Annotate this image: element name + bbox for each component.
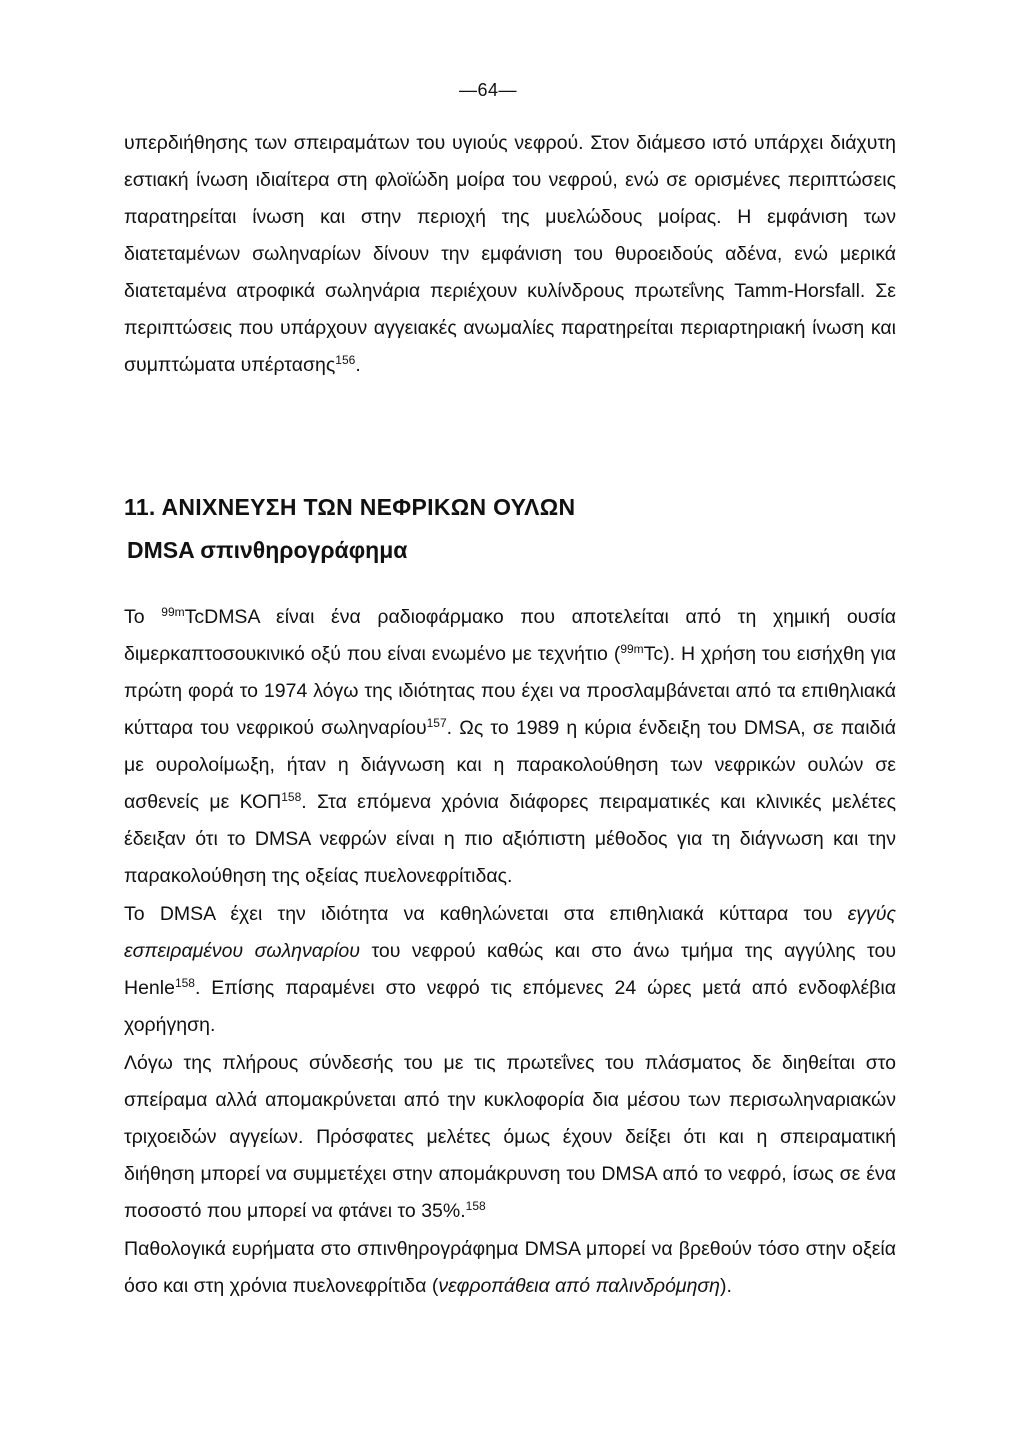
intro-end: .	[355, 354, 361, 376]
section-heading: 11. ΑΝΙΧΝΕΥΣΗ ΤΩΝ ΝΕΦΡΙΚΩΝ ΟΥΛΩΝ	[124, 494, 576, 520]
intro-text: υπερδιήθησης των σπειραμάτων του υγιούς νεφρού. Στον διάμεσο ιστό υπάρχει διάχυτη εστιακή ίνωση ιδιαίτερα στη φλοϊώδη μοίρα του νεφρού, ενώ σε ορισμένες περιπτώσεις παρατηρείται ίνωση και στην περιοχή της μυελώδους μοίρας. Η εμφάνιση των διατεταμένων σωληναρίων δίνουν την εμφάνιση του θυροειδούς αδένα, ενώ μερικά διατεταμένα ατροφικά σωληνάρια περιέχουν κυλίνδρους πρωτεΐνης Tamm-Horsfall. Σε περιπτώσεις που υπάρχουν αγγειακές ανωμαλίες παρατηρείται περιαρτηριακή ίνωση και συμπτώματα υπέρτασης	[124, 132, 896, 376]
footnote-ref: 156	[335, 353, 356, 367]
intro-paragraph	[124, 125, 896, 384]
page-number-text: —64—	[458, 80, 518, 100]
isotope-superscript: 99m	[620, 642, 644, 656]
footnote-ref: 158	[281, 790, 302, 804]
para1-text-c: Tc). Η χρήση του εισήχθη για πρώτη φορά το 1974 λόγω της ιδιότητας που έχει να προσλαμβάνεται από τα επιθηλιακά κύτταρα του νεφρικού σωληναρίου	[124, 643, 896, 739]
para1-text-b: TcDMSA είναι ένα ραδιοφάρμακο που αποτελείται από τη χημική ουσία διμερκαπτοσουκινικό οξύ που είναι ενωμένο με τεχνήτιο (	[124, 606, 896, 665]
isotope-superscript: 99m	[161, 605, 185, 619]
footnote-ref: 158	[174, 976, 195, 990]
para4-text-a: Παθολογικά ευρήματα στο σπινθηρογράφημα DMSA μπορεί να βρεθούν τόσο στην οξεία όσο και στη χρόνια πυελονεφρίτιδα (	[124, 1238, 896, 1297]
para1-text-e: . Στα επόμενα χρόνια διάφορες πειραματικές και κλινικές μελέτες έδειξαν ότι το DMSA νεφρών είναι η πιο αξιόπιστη μέθοδος για τη διάγνωση και την παρακολούθηση της οξείας πυελονεφρίτιδας.	[124, 791, 896, 887]
para1-text-a: Το	[124, 606, 162, 628]
para4-text-b: ).	[720, 1275, 732, 1297]
footnote-ref: 158	[465, 1199, 486, 1213]
footnote-ref: 157	[426, 716, 447, 730]
paragraph-1	[124, 599, 896, 895]
page-number	[0, 80, 1024, 101]
para4-italic: νεφροπάθεια από παλινδρόμηση	[438, 1275, 721, 1297]
para2-text-b: του νεφρού καθώς και στο άνω τμήμα της αγγύλης του Henle	[124, 940, 896, 999]
para2-italic: εγγύς εσπειραμένου σωληναρίου	[124, 903, 896, 962]
para3-text-a: Λόγω της πλήρους σύνδεσής του με τις πρωτεΐνες του πλάσματος δε διηθείται στο σπείραμα αλλά απομακρύνεται από την κυκλοφορία δια μέσου των περισωληναριακών τριχοειδών αγγείων. Πρόσφατες μελέτες όμως έχουν δείξει ότι και η σπειραματική διήθηση μπορεί να συμμετέχει στην απομάκρυνση του DMSA από το νεφρό, ίσως σε ένα ποσοστό που μπορεί να φτάνει το 35%.	[124, 1052, 896, 1222]
paragraph-3	[124, 1045, 896, 1230]
paragraph-4	[124, 1231, 896, 1305]
section-subheading: DMSA σπινθηρογράφημα	[127, 537, 408, 563]
para1-text-d: . Ως το 1989 η κύρια ένδειξη του DMSA, σε παιδιά με ουρολοίμωξη, ήταν η διάγνωση και η παρακολούθηση των νεφρικών ουλών σε ασθενείς με ΚΟΠ	[124, 717, 896, 813]
para2-text-c: . Επίσης παραμένει στο νεφρό τις επόμενες 24 ώρες μετά από ενδοφλέβια χορήγηση.	[124, 977, 896, 1036]
para2-text-a: Το DMSA έχει την ιδιότητα να καθηλώνεται στα επιθηλιακά κύτταρα του	[124, 903, 848, 925]
body-text	[124, 599, 896, 1305]
paragraph-2	[124, 896, 896, 1044]
